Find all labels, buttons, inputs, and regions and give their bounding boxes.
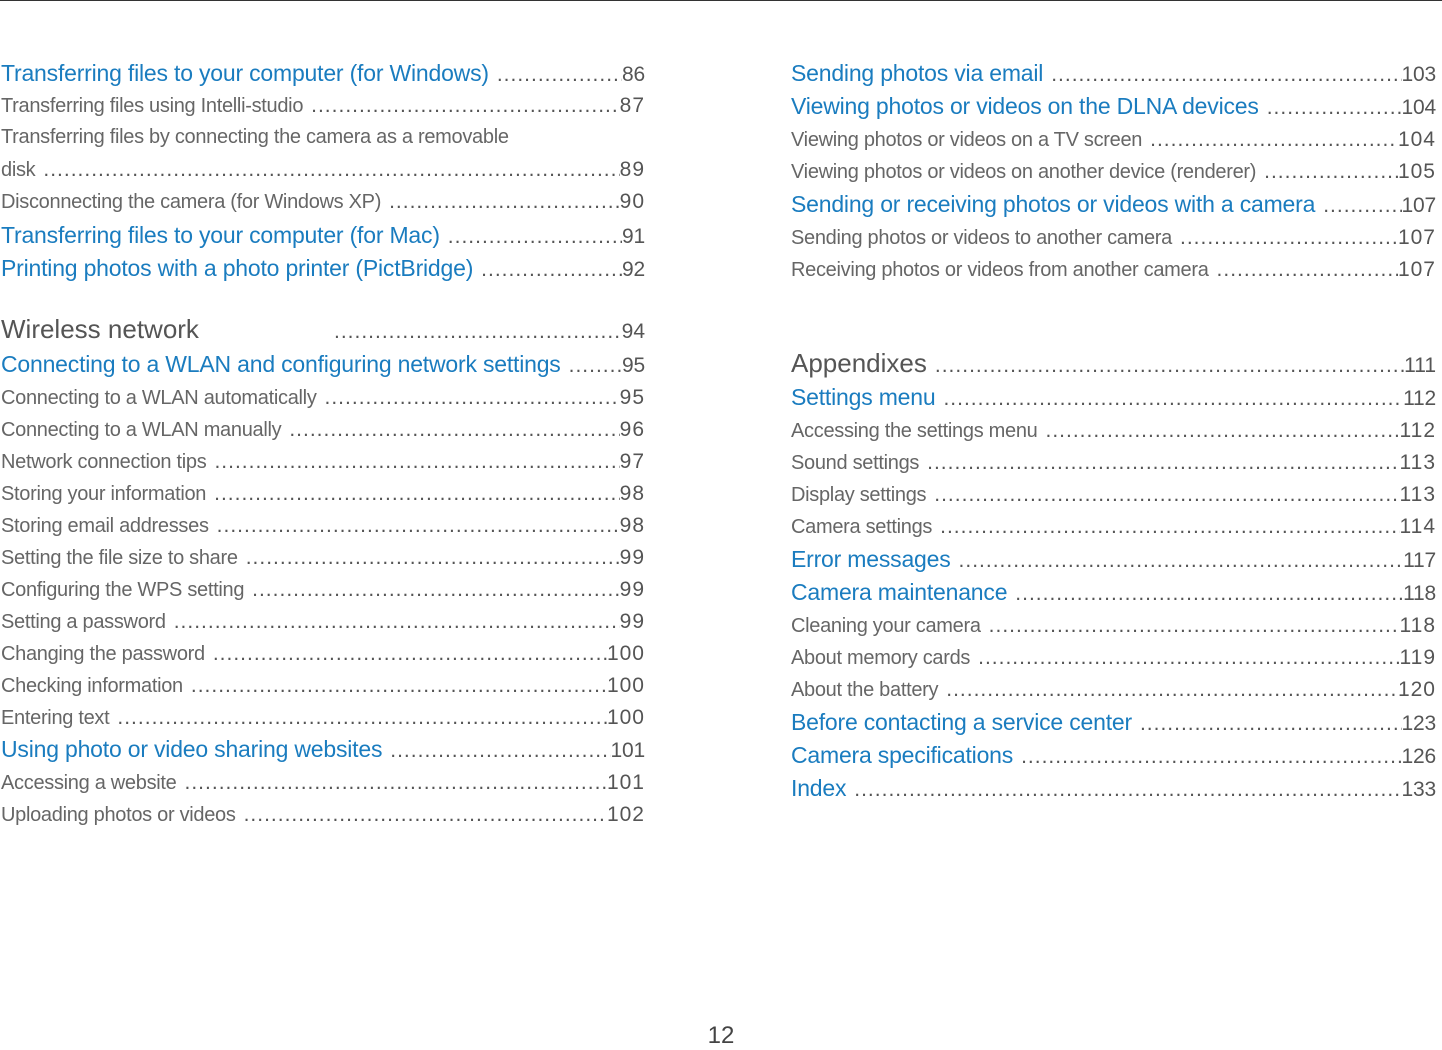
toc-entry-page: 118 xyxy=(1403,582,1436,605)
toc-entry-title: Sending or receiving photos or videos with a camera xyxy=(791,191,1316,217)
toc-entry-sending-camera[interactable] xyxy=(791,226,1436,250)
toc-entry-title: Accessing the settings menu xyxy=(791,420,1038,442)
toc-entry-page: 114 xyxy=(1399,515,1436,538)
toc-entry-tv-screen[interactable] xyxy=(791,128,1436,152)
toc-entry-title: Transferring files to your computer (for Mac) xyxy=(1,222,440,248)
toc-entry-title: Disconnecting the camera (for Windows XP) xyxy=(1,191,382,213)
dot-leader xyxy=(1213,258,1398,282)
toc-entry-file-size[interactable] xyxy=(1,546,645,570)
toc-entry-sound-settings[interactable] xyxy=(791,451,1436,475)
toc-entry-title: Viewing photos or videos on the DLNA devices xyxy=(791,93,1259,119)
dot-leader xyxy=(955,549,1404,573)
dot-leader xyxy=(213,514,620,538)
toc-section-appendixes[interactable] xyxy=(791,348,1436,379)
dot-leader xyxy=(1047,63,1401,87)
toc-entry-title: Receiving photos or videos from another camera xyxy=(791,259,1209,281)
toc-entry-title: Sending photos via email xyxy=(791,60,1044,86)
dot-leader xyxy=(1136,712,1402,736)
toc-entry-title: Changing the password xyxy=(1,643,205,665)
toc-entry-title: Camera maintenance xyxy=(791,579,1008,605)
toc-entry-wlan-manual[interactable] xyxy=(1,418,645,442)
toc-entry-title: Setting a password xyxy=(1,611,166,633)
dot-leader xyxy=(493,63,622,87)
toc-entry-page: 113 xyxy=(1399,451,1436,474)
toc-entry-receiving-camera[interactable] xyxy=(791,258,1436,282)
dot-leader xyxy=(285,418,619,442)
toc-entry-checking-info[interactable] xyxy=(1,674,645,698)
toc-entry-page: 99 xyxy=(619,546,645,569)
toc-entry-page: 107 xyxy=(1397,258,1436,281)
toc-entry-accessing-website[interactable] xyxy=(1,771,645,795)
toc-entry-title: Printing photos with a photo printer (PictBridge) xyxy=(1,255,474,281)
toc-entry-page: 94 xyxy=(621,320,645,343)
dot-leader xyxy=(187,674,607,698)
toc-entry-wps[interactable] xyxy=(1,578,645,602)
dot-leader xyxy=(850,778,1401,802)
dot-leader xyxy=(210,450,619,474)
toc-entry-page: 123 xyxy=(1401,712,1436,735)
toc-entry-pictbridge[interactable] xyxy=(1,255,645,282)
toc-entry-page: 104 xyxy=(1397,128,1436,151)
toc-entry-page: 107 xyxy=(1397,226,1436,249)
toc-entry-network-tips[interactable] xyxy=(1,450,645,474)
dot-leader xyxy=(565,354,622,378)
toc-entry-page: 112 xyxy=(1403,387,1436,410)
dot-leader xyxy=(930,483,1399,507)
dot-leader xyxy=(936,515,1399,539)
toc-entry-storing-info[interactable] xyxy=(1,482,645,506)
toc-entry-title: Sending photos or videos to another camera xyxy=(791,227,1172,249)
toc-entry-memory-cards[interactable] xyxy=(791,646,1436,670)
toc-entry-title: Connecting to a WLAN manually xyxy=(1,419,282,441)
dot-leader xyxy=(386,739,610,763)
toc-entry-dlna[interactable] xyxy=(791,93,1436,120)
toc-entry-page: 89 xyxy=(619,158,645,181)
toc-entry-wlan-auto[interactable] xyxy=(1,386,645,410)
dot-leader xyxy=(931,354,1404,378)
toc-entry-sharing-websites[interactable] xyxy=(1,736,645,763)
toc-entry-transfer-mac[interactable] xyxy=(1,222,645,249)
toc-entry-title: disk xyxy=(1,159,36,181)
toc-entry-title: Storing your information xyxy=(1,483,207,505)
toc-entry-title: Setting the file size to share xyxy=(1,547,238,569)
dot-leader xyxy=(113,706,607,730)
toc-entry-disconnecting-xp[interactable] xyxy=(1,190,645,214)
toc-entry-page: 105 xyxy=(1397,160,1436,183)
toc-entry-index[interactable] xyxy=(791,775,1436,802)
dot-leader xyxy=(477,258,622,282)
toc-entry-intelli-studio[interactable] xyxy=(1,94,645,118)
toc-entry-title: Before contacting a service center xyxy=(791,709,1132,735)
dot-leader xyxy=(985,614,1400,638)
toc-entry-battery[interactable] xyxy=(791,678,1436,702)
toc-entry-page: 99 xyxy=(619,610,645,633)
toc-entry-storing-email[interactable] xyxy=(1,514,645,538)
toc-entry-error-messages[interactable] xyxy=(791,546,1436,573)
toc-entry-title: Display settings xyxy=(791,484,927,506)
toc-entry-page: 86 xyxy=(622,63,645,86)
toc-entry-cleaning-camera[interactable] xyxy=(791,614,1436,638)
toc-entry-title: Viewing photos or videos on another device (renderer) xyxy=(791,161,1257,183)
dot-leader xyxy=(242,546,620,570)
toc-entry-title: Network connection tips xyxy=(1,451,207,473)
toc-entry-page: 98 xyxy=(619,514,645,537)
dot-leader xyxy=(170,610,620,634)
toc-entry-wlan-settings[interactable] xyxy=(1,351,645,378)
toc-entry-title: Checking information xyxy=(1,675,183,697)
toc-entry-page: 104 xyxy=(1401,96,1436,119)
toc-entry-title: Transferring files to your computer (for Windows) xyxy=(1,60,489,86)
toc-entry-page: 100 xyxy=(606,674,645,697)
toc-entry-page: 119 xyxy=(1399,646,1436,669)
top-rule xyxy=(0,0,1442,1)
dot-leader xyxy=(942,678,1398,702)
toc-entry-title: Storing email addresses xyxy=(1,515,209,537)
toc-entry-page: 100 xyxy=(606,706,645,729)
toc-entry-page: 92 xyxy=(622,258,645,281)
toc-entry-page: 112 xyxy=(1399,419,1436,442)
toc-section-title: Appendixes xyxy=(791,348,927,378)
toc-entry-title: Connecting to a WLAN automatically xyxy=(1,387,317,409)
toc-entry-page: 101 xyxy=(606,771,645,794)
toc-entry-title: Settings menu xyxy=(791,384,936,410)
dot-leader xyxy=(444,225,622,249)
toc-entry-title: Connecting to a WLAN and configuring network settings xyxy=(1,351,561,377)
dot-leader xyxy=(1146,128,1398,152)
toc-entry-page: 100 xyxy=(606,642,645,665)
toc-entry-page: 107 xyxy=(1401,194,1436,217)
toc-entry-page: 95 xyxy=(619,386,645,409)
dot-leader xyxy=(181,771,607,795)
toc-entry-title: Uploading photos or videos xyxy=(1,804,236,826)
dot-leader xyxy=(1041,419,1399,443)
toc-entry-page: 90 xyxy=(619,190,645,213)
toc-entry-change-password[interactable] xyxy=(1,642,645,666)
toc-entry-page: 120 xyxy=(1397,678,1436,701)
toc-entry-title: Cleaning your camera xyxy=(791,615,981,637)
toc-entry-page: 133 xyxy=(1401,778,1436,801)
toc-entry-camera-settings[interactable] xyxy=(791,515,1436,539)
dot-leader xyxy=(240,803,607,827)
toc-entry-title: Entering text xyxy=(1,707,110,729)
toc-entry-display-settings[interactable] xyxy=(791,483,1436,507)
toc-entry-title: Error messages xyxy=(791,546,951,572)
toc-entry-page: 96 xyxy=(619,418,645,441)
toc-entry-title: About the battery xyxy=(791,679,939,701)
toc-entry-specifications[interactable] xyxy=(791,742,1436,769)
toc-entry-page: 126 xyxy=(1401,745,1436,768)
dot-leader xyxy=(1319,194,1401,218)
dot-leader xyxy=(321,386,620,410)
toc-entry-entering-text[interactable] xyxy=(1,706,645,730)
toc-entry-page: 117 xyxy=(1403,549,1436,572)
dot-leader xyxy=(39,158,619,182)
toc-entry-page: 113 xyxy=(1399,483,1436,506)
toc-entry-page: 99 xyxy=(619,578,645,601)
dot-leader xyxy=(923,451,1399,475)
toc-entry-title: Index xyxy=(791,775,847,801)
toc-entry-uploading[interactable] xyxy=(1,803,645,827)
toc-entry-page: 97 xyxy=(619,450,645,473)
toc-entry-title: Transferring files by connecting the camera as a removable xyxy=(1,126,509,148)
toc-section-title: Wireless network xyxy=(1,314,199,344)
toc-entry-camera-maintenance[interactable] xyxy=(791,579,1436,606)
toc-entry-page: 103 xyxy=(1401,63,1436,86)
dot-leader xyxy=(1260,160,1398,184)
toc-entry-page: 87 xyxy=(619,94,645,117)
toc-entry-accessing-settings[interactable] xyxy=(791,419,1436,443)
dot-leader xyxy=(939,387,1403,411)
toc-entry-removable-disk-line1[interactable] xyxy=(1,126,645,149)
toc-entry-page: 118 xyxy=(1399,614,1436,637)
toc-entry-title: Using photo or video sharing websites xyxy=(1,736,383,762)
dot-leader xyxy=(248,578,620,602)
toc-entry-title: Sound settings xyxy=(791,452,920,474)
toc-entry-page: 111 xyxy=(1404,354,1436,377)
toc-entry-page: 102 xyxy=(606,803,645,826)
toc-entry-title: Transferring files using Intelli-studio xyxy=(1,95,304,117)
toc-section-wireless-network[interactable] xyxy=(1,314,645,345)
dot-leader xyxy=(1176,226,1398,250)
toc-entry-page: 95 xyxy=(622,354,645,377)
dot-leader xyxy=(974,646,1399,670)
dot-leader xyxy=(1017,745,1401,769)
dot-leader xyxy=(307,94,620,118)
dot-leader xyxy=(385,190,620,214)
toc-entry-page: 98 xyxy=(619,482,645,505)
toc-entry-title: Configuring the WPS setting xyxy=(1,579,245,601)
dot-leader xyxy=(1011,582,1403,606)
toc-entry-set-password[interactable] xyxy=(1,610,645,634)
dot-leader xyxy=(210,482,620,506)
toc-entry-title: Camera specifications xyxy=(791,742,1014,768)
toc-entry-page: 101 xyxy=(610,739,645,762)
toc-entry-service-center[interactable] xyxy=(791,709,1436,736)
toc-entry-settings-menu[interactable] xyxy=(791,384,1436,411)
toc-entry-page: 91 xyxy=(622,225,645,248)
dot-leader xyxy=(209,642,607,666)
dot-leader xyxy=(330,320,622,344)
toc-entry-title: Accessing a website xyxy=(1,772,177,794)
page-number: 12 xyxy=(707,1022,735,1049)
toc-entry-transfer-windows[interactable] xyxy=(1,60,645,87)
dot-leader xyxy=(1263,96,1402,120)
toc-entry-camera-to-camera[interactable] xyxy=(791,191,1436,218)
toc-entry-title: Camera settings xyxy=(791,516,933,538)
toc-entry-removable-disk-line2[interactable] xyxy=(1,158,645,182)
toc-entry-title: Viewing photos or videos on a TV screen xyxy=(791,129,1143,151)
toc-entry-title: About memory cards xyxy=(791,647,971,669)
toc-entry-email[interactable] xyxy=(791,60,1436,87)
toc-entry-renderer[interactable] xyxy=(791,160,1436,184)
